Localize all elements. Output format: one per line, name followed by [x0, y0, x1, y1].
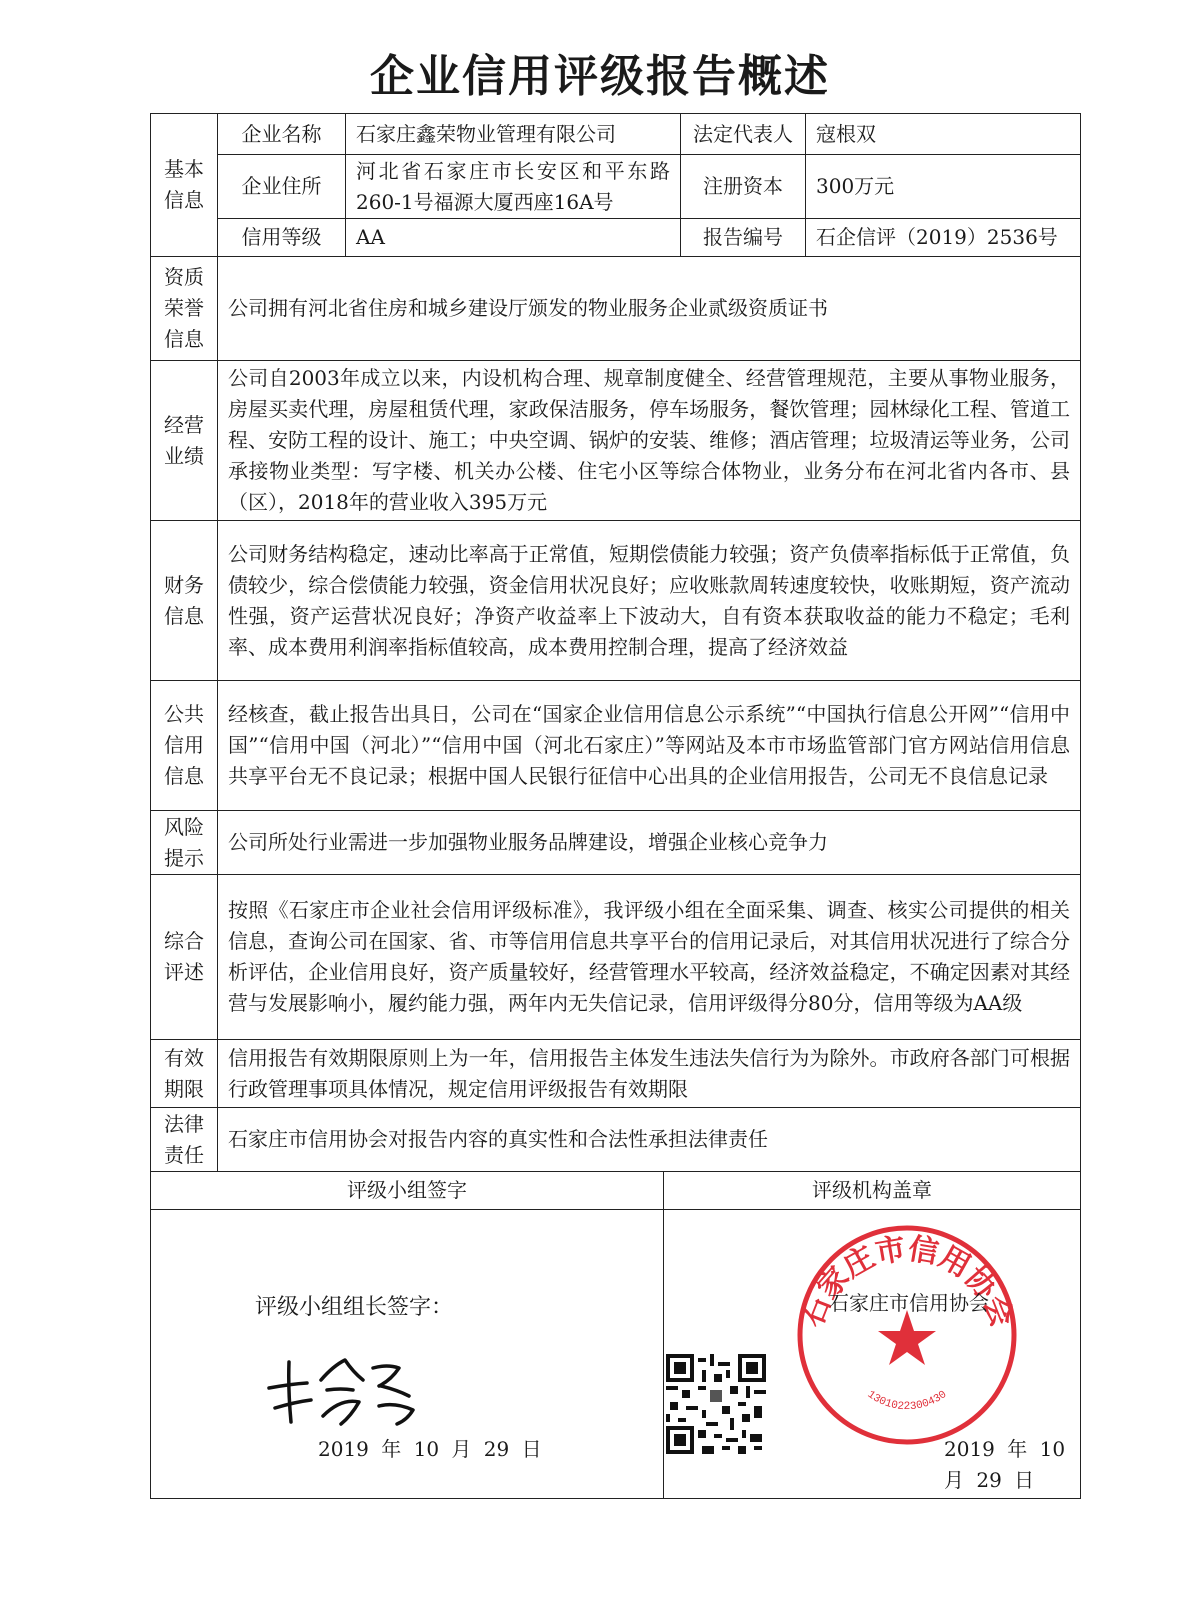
legal-rep-value: 寇根双: [806, 114, 1081, 155]
leader-signature-label: 评级小组组长签字：: [255, 1295, 454, 1320]
document-title: 企业信用评级报告概述: [370, 51, 830, 102]
address-label: 企业住所: [218, 155, 346, 219]
capital-label: 注册资本: [681, 155, 806, 219]
section-label-qualification: 资质荣誉信息: [151, 257, 218, 361]
evaluation-text: 按照《石家庄市企业社会信用评级标准》，我评级小组在全面采集、调查、核实公司提供的相关信息，查询公司在国家、省、市等信用信息共享平台的信用记录后，对其信用状况进行了综合分析评估，企业信用良好，资产质量较好，经营管理水平较高，经济效益稳定，不确定因素对其经营与发展影响小，履约能力强，两年内无失信记录，信用评级得分80分，信用等级为AA级: [218, 875, 1081, 1040]
report-no-value: 石企信评（2019）2536号: [806, 219, 1081, 257]
grade-value: AA: [346, 219, 681, 257]
seal-ring-text: 石家庄市信用协会: [794, 1231, 1020, 1332]
section-label-validity: 有效期限: [151, 1040, 218, 1108]
section-label-basic: 基本信息: [151, 114, 218, 257]
report-table: [150, 113, 1081, 1499]
qr-code-icon: [666, 1354, 766, 1454]
company-name-label: 企业名称: [218, 114, 346, 155]
section-label-risk: 风险提示: [151, 811, 218, 875]
legal-rep-label: 法定代表人: [681, 114, 806, 155]
signature-header-right: 评级机构盖章: [664, 1172, 1081, 1210]
qualification-text: 公司拥有河北省住房和城乡建设厅颁发的物业服务企业贰级资质证书: [218, 257, 1081, 361]
signature-header-left: 评级小组签字: [151, 1172, 664, 1210]
handwritten-signature: [261, 1350, 431, 1430]
validity-text: 信用报告有效期限原则上为一年，信用报告主体发生违法失信行为为除外。市政府各部门可根据行政管理事项具体情况，规定信用评级报告有效期限: [218, 1040, 1081, 1108]
legal-text: 石家庄市信用协会对报告内容的真实性和合法性承担法律责任: [218, 1108, 1081, 1172]
capital-value: 300万元: [806, 155, 1081, 219]
section-label-public: 公共信用信息: [151, 681, 218, 811]
section-label-legal: 法律责任: [151, 1108, 218, 1172]
seal-date: 2019 年 10 月 29 日: [944, 1437, 1066, 1492]
finance-text: 公司财务结构稳定，速动比率高于正常值，短期偿债能力较强；资产负债率指标低于正常值，负债较少，综合偿债能力较强，资金信用状况良好；应收账款周转速度较快，收账期短，资产流动性强，资产运营状况良好；净资产收益率上下波动大，自有资本获取收益的能力不稳定；毛利率、成本费用利润率指标值较高，成本费用控制合理，提高了经济效益: [218, 521, 1081, 681]
leader-sign-date: 2019 年 10 月 29 日: [318, 1437, 542, 1461]
risk-text: 公司所处行业需进一步加强物业服务品牌建设，增强企业核心竞争力: [218, 811, 1081, 875]
grade-label: 信用等级: [218, 219, 346, 257]
seal-code-text: 1301022300430: [864, 1388, 950, 1414]
report-no-label: 报告编号: [681, 219, 806, 257]
address-value: 河北省石家庄市长安区和平东路260-1号福源大厦西座16A号: [346, 155, 681, 219]
section-label-finance: 财务信息: [151, 521, 218, 681]
company-name-value: 石家庄鑫荣物业管理有限公司: [346, 114, 681, 155]
section-label-business: 经营业绩: [151, 361, 218, 521]
official-seal-icon: [792, 1220, 1022, 1450]
seal-panel: [664, 1210, 1081, 1499]
section-label-evaluation: 综合评述: [151, 875, 218, 1040]
seal-org-name: 石家庄市信用协会: [829, 1291, 989, 1315]
public-credit-text: 经核查，截止报告出具日，公司在“国家企业信用信息公示系统”“中国执行信息公开网”“信用中国”“信用中国（河北）”“信用中国（河北石家庄）”等网站及本市市场监管部门官方网站信用信息共享平台无不良记录；根据中国人民银行征信中心出具的企业信用报告，公司无不良信息记录: [218, 681, 1081, 811]
business-text: 公司自2003年成立以来，内设机构合理、规章制度健全、经营管理规范，主要从事物业服务，房屋买卖代理，房屋租赁代理，家政保洁服务，停车场服务，餐饮管理；园林绿化工程、管道工程、安防工程的设计、施工；中央空调、锅炉的安装、维修；酒店管理；垃圾清运等业务，公司承接物业类型：写字楼、机关办公楼、住宅小区等综合体物业，业务分布在河北省内各市、县（区），2018年的营业收入395万元: [218, 361, 1081, 521]
signature-panel: [151, 1210, 664, 1499]
